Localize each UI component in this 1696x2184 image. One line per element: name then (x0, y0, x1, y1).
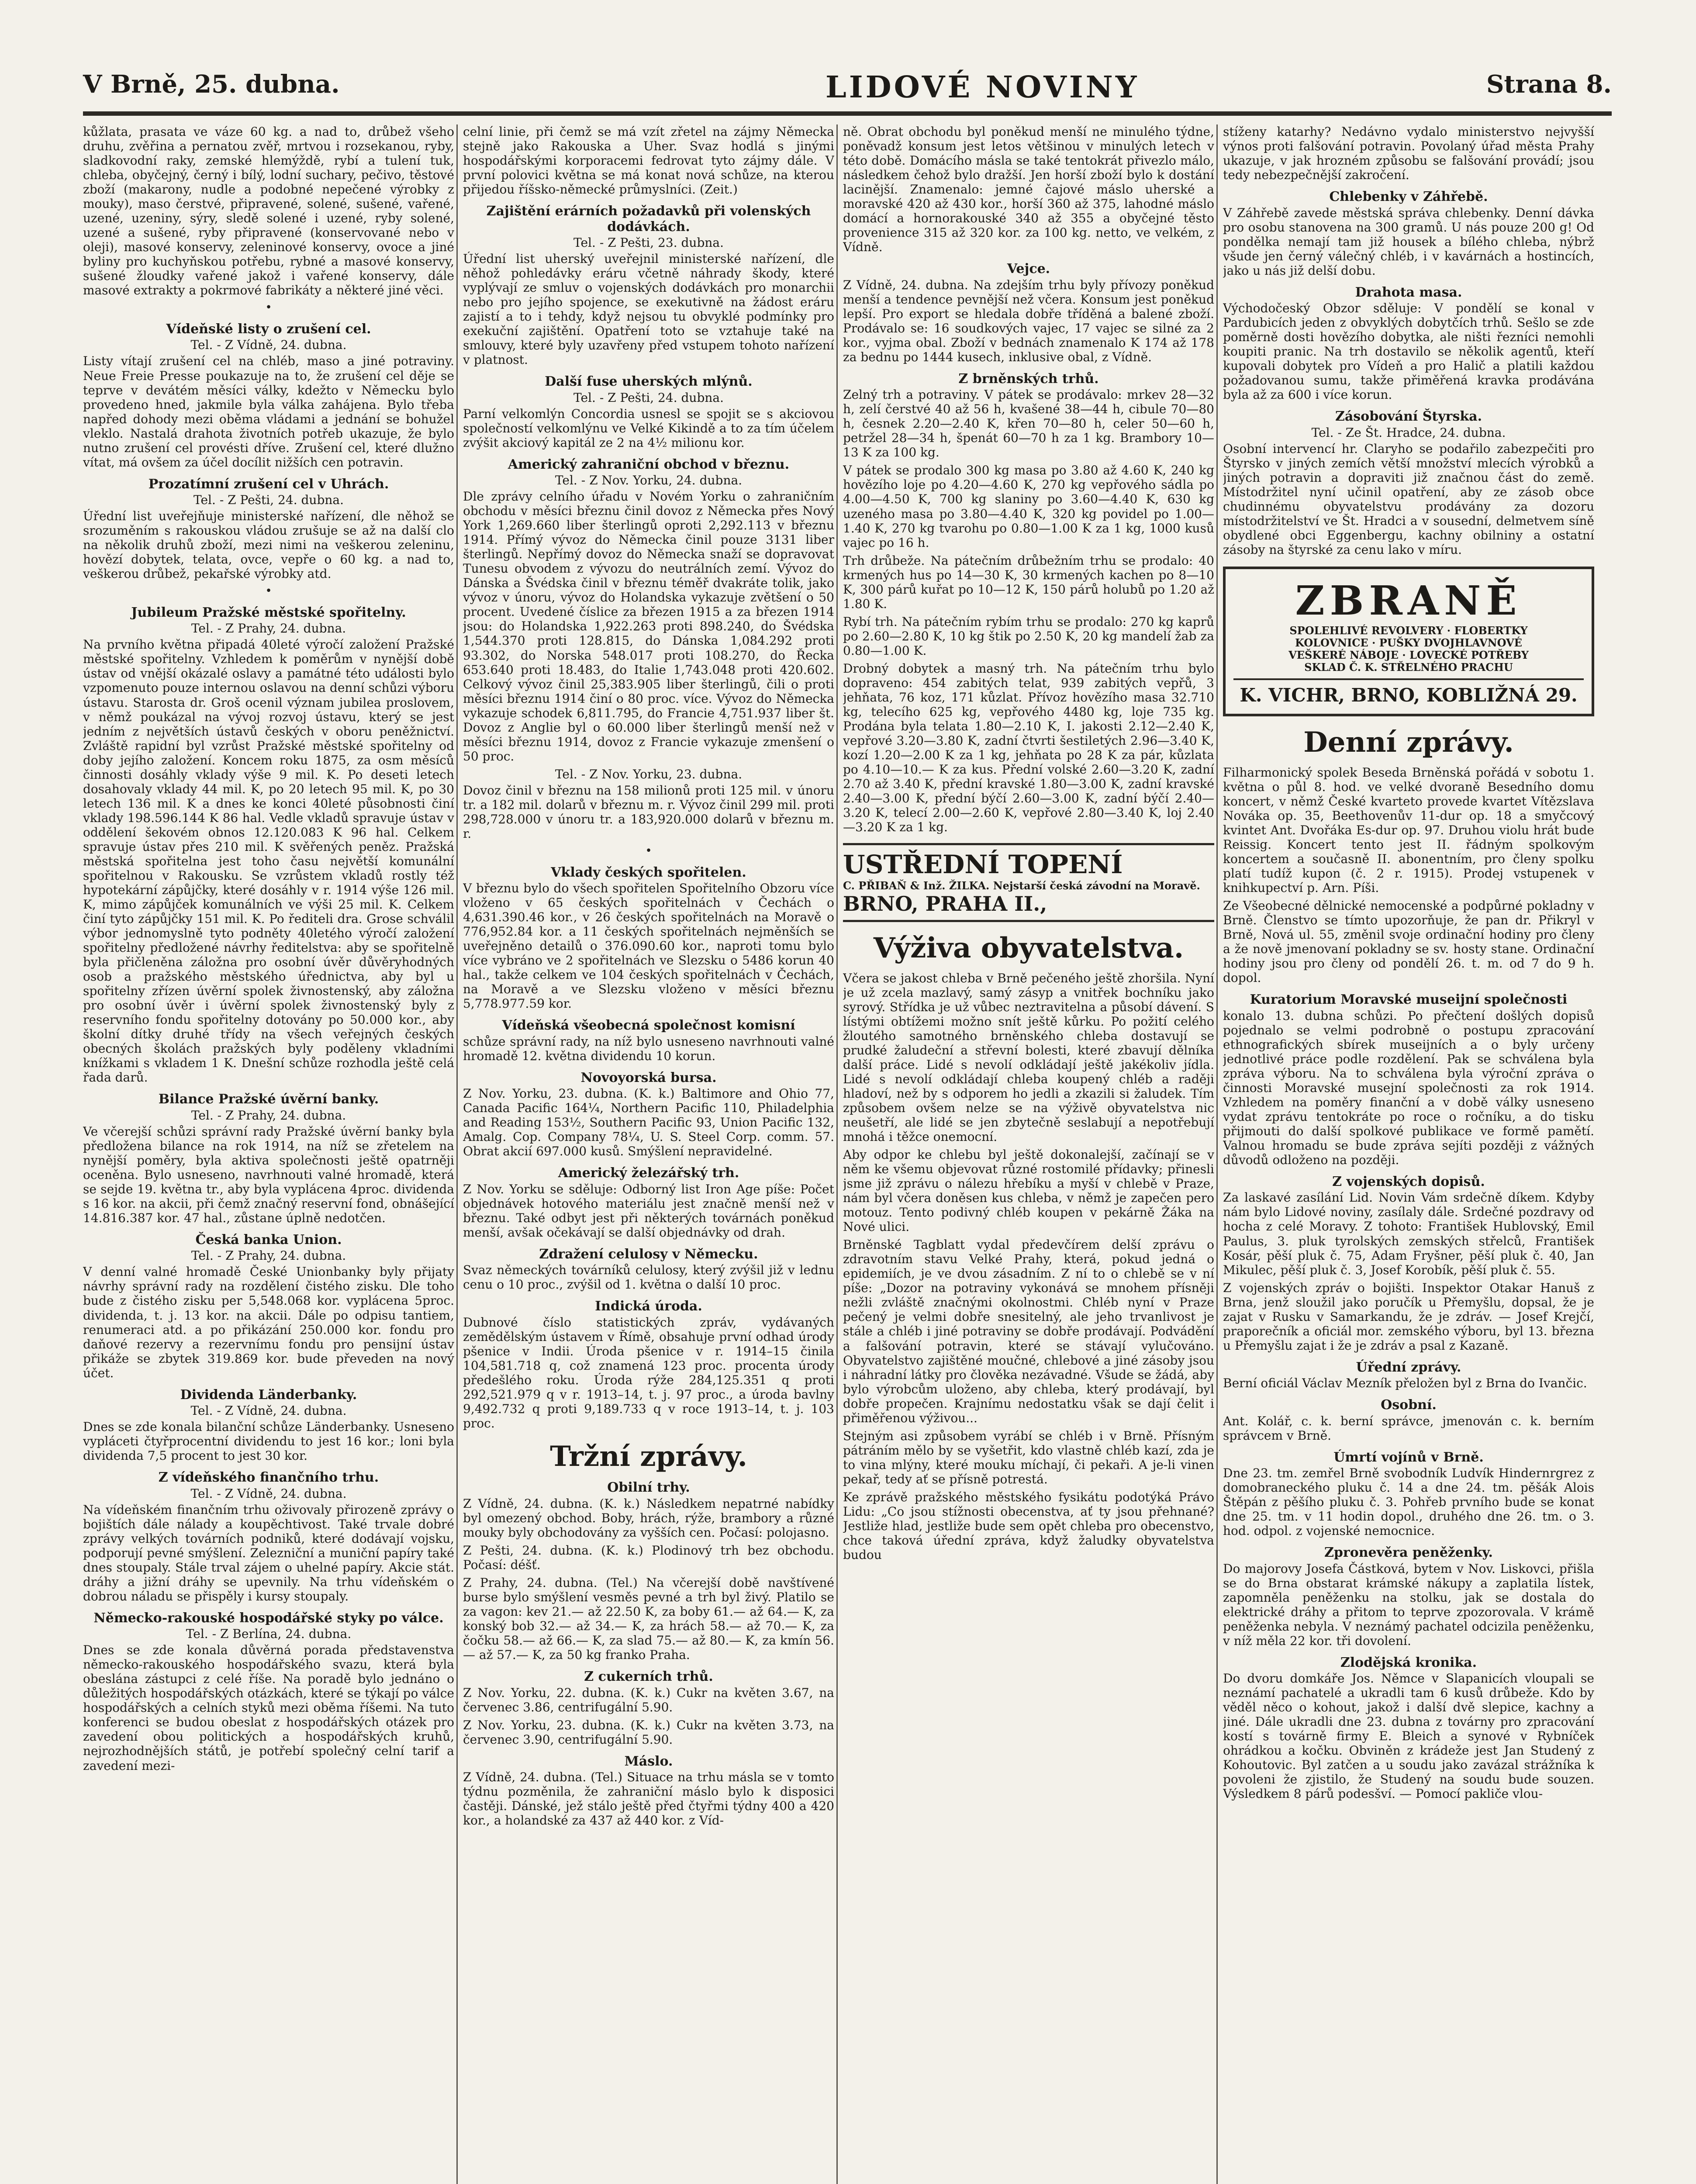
article-paragraph: Parní velkomlýn Concordia usnesl se spojit se s akciovou společností velkomlýnu ve Velké Kikindě a to za tím účelem zvýšit akciový kapitál ze 2 na 4½ milionu kor. (463, 406, 834, 450)
section-separator: • (265, 301, 272, 314)
article-headline: Obilní trhy. (607, 1480, 690, 1496)
section-separator: • (645, 844, 652, 857)
article-paragraph: Z vojenských zpráv o bojišti. Inspektor Otakar Hanuš z Brna, jenž sloužil jako poručík u Přemyšlu, dopsal, že je zajat v Rusku v Samarkandu, že je zdráv. — Josef Krejčí, praporečník a oficiál mor. zemského výboru, byl 13. března u Přemyšlu zajat i že je zdráv a psal z Kazaně. (1223, 1280, 1594, 1353)
article-paragraph: Do dvoru domkáře Jos. Němce v Slapanicích vloupali se neznámí pachatelé a ukradli tam 6 kusů drůbeže. Kdo by věděl něco o kohout, jakož i další dvě slepice, kachny a jiné. Dále ukradli dne 23. dubna z továrny pro zpracování kostí s továrně firmy E. Bleich a synové v Rybníček ohrádkou a kočku. Obviněn z krádeže jest Jan Studený z Kohoutovic. Byl zatčen a u soudu jako zavázal strážníka k povoleni že zjistilo, že Studený na soudu bude souzen. Výsledkem 8 párů podesšví. — Pomocí pakliče vlou- (1223, 1671, 1594, 1801)
column-3 (843, 124, 1214, 2184)
column-2 (463, 124, 834, 2184)
article-headline: Vejce. (1007, 261, 1050, 277)
article-headline: Zajištění erárních požadavků při volenských dodávkách. (486, 204, 811, 235)
column-rule (836, 124, 838, 2184)
article-headline: Jubileum Pražské městské spořitelny. (131, 605, 406, 620)
column-rule (1216, 124, 1218, 2184)
article-paragraph: Trh drůbeže. Na pátečním drůbežním trhu se prodalo: 40 krmených hus po 14—30 K, 30 krmených kachen po 8—10 K, 300 párů kuřat po 10—12 K, 150 párů holubů po 1.20 až 1.80 K. (843, 553, 1214, 611)
article-headline: Chlebenky v Záhřebě. (1329, 189, 1488, 205)
article-paragraph: V Záhřebě zavede městská správa chlebenky. Denní dávka pro osobu stanovena na 300 gramů. U nás pouze 200 g! Od pondělka nemají tam již housek a bílého chleba, nýbrž všude jen černý válečný chléb, i v kavárnách a hostincích, jako u nás již delší dobu. (1223, 205, 1594, 278)
article-headline: Německo-rakouské hospodářské styky po válce. (93, 1610, 444, 1626)
article-paragraph: stíženy katarhy? Nedávno vydalo ministerstvo nejvyšší výnos proti falšování potravin. Povolaný úřad města Prahy ukazuje, v jak hrozném způsobu se falšování provádí; jsou tedy nebezpečnější zakročení. (1223, 124, 1594, 183)
article-paragraph: Dne 23. tm. zemřel Brně svobodník Ludvík Hindernrgrez z domobraneckého pluku č. 14 a dne 24. tm. pěšák Alois Štěpán z pěšího pluku č. 3. Pohřeb prvního bude se konat dne 25. tm. v 11 hodin dopol., druhého dne 26. tm. o 3. hod. odpol. z vojenské nemocnice. (1223, 1466, 1594, 1538)
article-paragraph: Stejným asi způsobem vyrábí se chléb i v Brně. Přísným pátráním mělo by se vyšetřit, kdo vlastně chléb kazí, zda je to vina mlýny, které mouku míchají, či pekaři. A je-li vinen pekař, tedy ať se přísně potrestá. (843, 1428, 1214, 1486)
section-title: Denní zprávy. (1303, 726, 1514, 759)
article-headline: Novoyorská bursa. (580, 1070, 717, 1085)
article-paragraph: Z Vídně, 24. dubna. (Tel.) Situace na trhu másla se v tomto týdnu pozměnila, že zahraniční máslo bylo k disposici častěji. Dánské, jež stálo ještě před čtyřmi týdny 400 a 420 kor., a holandské za 437 až 440 kor. z Víd- (463, 1770, 834, 1828)
article-paragraph: Berní oficiál Václav Mezník přeložen byl z Brna do Ivančic. (1223, 1376, 1587, 1391)
article-headline: Indická úroda. (595, 1299, 702, 1314)
article-headline: Úmrtí vojínů v Brně. (1333, 1449, 1484, 1465)
dateline: Tel. - Z Prahy, 24. dubna. (191, 1248, 346, 1263)
article-headline: Osobní. (1381, 1397, 1437, 1413)
article-paragraph: Z Vídně, 24. dubna. (K. k.) Následkem nepatrné nabídky byl omezený obchod. Boby, hrách, rýže, brambory a různé mouky byly obchodovány za vyšších cen. Počasí: polojasno. (463, 1496, 834, 1540)
article-paragraph: schůze správní rady, na níž bylo usneseno navrhnouti valné hromadě 12. května dividendu 10 korun. (463, 1034, 834, 1063)
article-headline: Bilance Pražské úvěrní banky. (158, 1092, 379, 1107)
article-headline: Máslo. (624, 1753, 673, 1769)
ad-city-left: BRNO, (843, 892, 919, 916)
article-paragraph: konalo 13. dubna schůzi. Po přečtení došlých dopisů pojednalo se velmi podrobně o postupu zpracování ethnografických sbírek museijních a o byly určeny jednotlivé práce podle rozdělení. Pak se schválena byla zpráva výboru. Na to schválena byla výroční zpráva o činnosti Moravské musejní společnosti za rok 1914. Vzhledem na poměry finanční a v době války usneseno vydat zprávu tentokráte po roce o ročníku, a do tisku přijmouti do další spolkové publikace ve formě pamětí. Valnou hromadu se bude zpráva sejíti později z vážných důvodů odloženo na později. (1223, 1008, 1594, 1167)
article-paragraph: Dle zprávy celního úřadu v Novém Yorku o zahraničním obchodu v měsíci březnu činil dovoz z Německa přes Nový York 1,269.660 liber šterlingů oproti 2,292.113 v březnu 1914. Přímý vývoz do Německa činil pouze 3131 liber šterlingů. Nepřímý dovoz do Německa snaží se dopravovat Tunesu obvodem z vývozu do neutrálních zemí. Vývoz do Dánska a Švédska činil v březnu téměř dvakráte tolik, jako vývoz v únoru, vývoz do Holandska vykazuje zvětšení o 50 procent. Uvedené číslice za březen 1915 a za březen 1914 jsou: do Holandska 1,922.263 proti 898.240, do Švédska 1,544.370 proti 128.815, do Dánska 1,084.292 proti 93.302, do Norska 548.017 proti 108.270, do Řecka 653.640 proti 18.483, do Italie 1,743.048 proti 420.602. Celkový vývoz činil 25,383.905 liber šterlingů, čili o proti měsíci březnu 1914 činí o 80 proc. více. Vývoz do Německa vykazuje schodek 6,811.795, do Francie 4,751.937 liber št. Dovoz z Anglie byl o 60.000 liber šterlingů menší než v měsíci březnu 1914, dovoz z Francie vykazuje zmenšení o 50 proc. (463, 489, 834, 764)
article-paragraph: Dubnové číslo statistických zpráv, vydávaných zemědělským ústavem v Římě, obsahuje první odhad úrody pšenice v Indii. Úroda pšenice v r. 1914–15 činila 104,581.718 q, což znamená 123 proc. procenta úrody předešlého roku. Úroda rýže 284,125.351 q proti 292,521.979 q v r. 1913–14, t. j. 97 proc., a úroda bavlny 9,492.732 q proti 9,189.733 q v roce 1913–14, t. j. 103 proc. (463, 1315, 834, 1431)
article-paragraph: Za laskavé zasílání Lid. Novin Vám srdečně díkem. Kdyby nám bylo Lidové noviny, zasílaly dále. Srdečné pozdravy od hocha z celé Moravy. Z tohoto: František Hublovský, Emil Paulus, 3. pluk tyrolských zemských střelců, František Kosár, pěší pluk č. 75, Adam Fryšner, pěší pluk č. 40, Jan Mikulec, pěší pluk č. 3, Josef Korobík, pěší pluk č. 55. (1223, 1190, 1594, 1277)
dateline: Tel. - Z Berlína, 24. dubna. (186, 1627, 352, 1641)
dateline: Tel. - Z Pešti, 24. dubna. (573, 390, 724, 405)
article-paragraph: Osobní intervencí hr. Claryho se podařilo zabezpečiti pro Štyrsko v jiných zemích větší množství mlecích výrobků a jiných potravin a dopraviti již značnou část do země. Místodržitel nyní učinil opatření, aby ze zásob obce chudinnému obyvatelstvu prodávány za dozoru místodržitelství ve Št. Hradci a v sousední, delmetvem síně obydlené obci Eggenbergu, kachny obilniny a ostatní zásoby na štyrské za cenu lako v míru. (1223, 441, 1594, 557)
article-paragraph: kůžlata, prasata ve váze 60 kg. a nad to, drůbež všeho druhu, zvěřina a pernatou zvěř, mrtvou i rozsekanou, ryby, sladkovodní raky, zemské hlemýždě, rybí a tulení tuk, chleba, obyčejný, černý i bílý, lodní suchary, pečivo, těstové zboží (makarony, nudle a podobné nepečené výrobky z mouky), maso čerstvé, připravené, solené, sušené, vařené, uzené, uzeniny, sýry, sledě solené i uzené, ryby solené, uzené a sušené, ryby připravené (konservované nebo v oleji), masové konservy, zeleninové konservy, ovoce a jiné byliny pro kuchyňskou potřebu, rybné a masové konservy, sušené žloudky vařené jakož i vařené konservy, dále masové extrakty a pokrmové fabrikáty a některé jiné věci. (83, 124, 454, 298)
dateline: Tel. - Ze Št. Hradce, 24. dubna. (1311, 425, 1506, 440)
dateline: Tel. - Z Vídně, 24. dubna. (190, 1486, 347, 1501)
column-1 (83, 124, 454, 2184)
article-headline: Drahota masa. (1355, 284, 1462, 300)
ad-line: KOLOVNICE · PUŠKY DVOJHLAVNOVÉ (1295, 636, 1522, 649)
article-headline: Zásobování Štyrska. (1335, 409, 1482, 425)
dateline: Tel. - Z Pešti, 24. dubna. (193, 493, 344, 508)
section-title: Tržní zprávy. (550, 1440, 747, 1473)
article-headline: Úřední zprávy. (1356, 1359, 1461, 1375)
dateline: Tel. - Z Vídně, 24. dubna. (190, 1403, 347, 1418)
article-headline: Z brněnských trhů. (958, 371, 1099, 387)
article-headline: Zlodějská kronika. (1340, 1655, 1477, 1670)
page-header (83, 70, 1612, 127)
article-paragraph: Dnes se zde konala důvěrná porada představenstva německo-rakouského hospodářského svazu, která byla obeslána zástupci z celé říše. Na poradě bylo jednáno o důležitých hospodářských otázkách, které se týkají po válce hospodářských a celních styků mezi oběma říšemi. Na tuto konferenci se budou obeslat z hospodářských otázek pro zavedení obou politických a hospodářských kruhů, nejrozhodnějších států, je potřebí společný celní tarif a zavedení mezi- (83, 1643, 454, 1773)
article-paragraph: Včera se jakost chleba v Brně pečeného ještě zhoršila. Nyní je už zcela mazlavý, samý zásyp a vnitřek bochníku jako syrový. Střídka je už vůbec neztravitelna a působí dávení. S lístými obtížemi možno snít ještě kůrku. Po požití celého žloutého samotného brněnského chleba dostavují se prudké žaludeční a střevní bolesti, které zbavují dělníka další práce. Lidé s nevolí odkládají ještě jakékoliv jídla. Lidé s nevolí odkládají chleba koupený chléb a raději hladoví, než by s odporem ho jedli a zkazili si žaludek. Tím způsobem ovšem nelze se na výživě obyvatelstva nic neušetří, ale lidé se jen zbytečně seslabují a nepotřebují mnohá i těžce onemocní. (843, 971, 1214, 1144)
article-paragraph: Úřední list uherský uveřejnil ministerské nařízení, dle něhož pohledávky eráru včetně náhrady škody, které vyplývají ze smluv o vojenských dodávkách pro monarchii nebo pro jejího spojence, se exekutivně na žádost eráru zajistí a to i tehdy, když nejsou tu obvyklé podmínky pro exekuční zajištění. Opatření toto se vztahuje také na smlouvy, které byly uzavřeny před vstupem tohoto nařízení v platnost. (463, 251, 834, 367)
ad-line: SKLAD Č. K. STŘELNÉHO PRACHU (1304, 661, 1513, 674)
article-paragraph: Z Nov. Yorku, 23. dubna. (K. k.) Cukr na květen 3.73, na červenec 3.90, centrifugální 5.90. (463, 1717, 834, 1747)
article-headline: Vídeňská všeobecná společnost komisní (502, 1018, 795, 1033)
article-paragraph: Ke zprávě pražského městského fysikátu podotýká Právo Lidu: „Co jsou stížnosti obecenstva, ať ty jsou přehnané? Jestliže hlad, jestliže bude sem opět chleba pro obecenstvo, chce taková úřední zpráva, když žaludky obyvatelstva budou (843, 1489, 1214, 1562)
article-headline: Americký zahraniční obchod v březnu. (508, 456, 790, 472)
article-headline: Vklady českých spořitelen. (551, 864, 746, 880)
ad-firm: K. VICHR, BRNO, KOBLIŽNÁ 29. (1233, 678, 1584, 706)
advertisement-topeni (843, 843, 1214, 922)
article-headline: Z cukerních trhů. (584, 1669, 713, 1685)
article-paragraph: Listy vítají zrušení cel na chléb, maso a jiné potraviny. Neue Freie Presse poukazuje na to, že zrušení cel děje se teprve v devátém měsíci války, kdežto v Německu bylo provedeno hned, jakmile byla válka zahájena. Bylo třeba napřed dohody mezi oběma vládami a jednání se bohužel vleklo. Nastalá drahota životních potřeb ukazuje, že bylo nutno zrušení cel provésti dříve. Zrušení cel, které dlužno vítat, má ovšem za účel docílit nižších cen potravin. (83, 354, 454, 470)
article-headline: Z vídeňského finančního trhu. (158, 1470, 379, 1486)
ad-subtitle: C. PŘIBAŇ & Inž. ŽILKA. Nejstarší česká závodní na Moravě. (843, 879, 1200, 892)
article-headline: Dividenda Länderbanky. (180, 1387, 357, 1403)
article-paragraph: Filharmonický spolek Beseda Brněnská pořádá v sobotu 1. května o půl 8. hod. ve velké dvoraně Besedního domu koncert, v němž České kvarteto provede kvartet Vítězslava Nováka op. 35, Beethovenův 11-dur op. 18 a smyčcový kvintet Ant. Dvořáka Es-dur op. 97. Druhou violu hrát bude Reissig. Koncert tento jest II. řádným spolkovým koncertem a současně II. abonentním, pro členy spolku platí tudíž kupon (č. 2 r. 1915). Prodej vstupenek v knihkupectví p. Arn. Píši. (1223, 765, 1594, 895)
article-paragraph: Úřední list uveřejňuje ministerské nařízení, dle něhož se srozuměním s rakouskou vládou zrušuje se až na další clo na několik druhů zboží, mezi nimi na veškerou zeleninu, hovězí dobytek, telata, ovce, vepře o 60 kg. a nad to, veškerou drůbež, pekařské výrobky atd. (83, 509, 454, 581)
article-headline: Další fuse uherských mlýnů. (545, 374, 753, 390)
article-paragraph: Ve včerejší schůzi správní rady Pražské úvěrní banky byla předložena bilance na rok 1914, na níž se zřetelem na nynější poměry, byla aktiva společnosti ještě opatrněji oceněna. Bylo usneseno, navrhnouti valné hromadě, která se sejde 19. května tr., aby byla vyplácena 4proc. dividenda s 16 kor. na akcii, při čemž značný reservní fond, obnášející 14.816.387 kor. 47 hal., zůstane úplně nedotčen. (83, 1124, 454, 1225)
article-paragraph: Svaz německých továrníků celulosy, který zvýšil již v lednu cenu o 10 proc., zvýšil od 1. května o další 10 proc. (463, 1263, 834, 1292)
article-paragraph: Ze Všeobecné dělnické nemocenské a podpůrné pokladny v Brně. Členstvo se tímto upozorňuje, že pan dr. Přikryl v Brně, Nová ul. 55, změnil svoje ordinační hodiny pro členy a že nově jmenovaní pokladny se sv. hosty stane. Ordinační hodiny jsou pro členy od pondělí 26. t. m. od 7 do 9 h. dopol. (1223, 898, 1594, 985)
article-headline: Z vojenských dopisů. (1332, 1174, 1485, 1190)
article-paragraph: V denní valné hromadě České Unionbanky byly přijaty návrhy správní rady na rozdělení čistého zisku. Dle toho bude z čistého zisku per 5,548.068 kor. vyplácena 5proc. dividenda, t. j. 13 kor. na akcii. Dále po odpisu tantiem, renumeraci atd. a po přikázání 250.000 kor. fondu pro daňové rezervy a rezervnímu fondu pro pensijní ústav přikáže se zbytek 319.869 kor. bude převeden na nový účet. (83, 1265, 454, 1380)
section-title: Výživa obyvatelstva. (873, 932, 1184, 965)
article-paragraph: Na prvního května připadá 40leté výročí založení Pražské městské spořitelny. Vzhledem k poměrům v nynější době ústav od vnější okázalé oslavy a památné této události bylo vzpomenuto pouze internou oslavou na denní schůzi výboru ústavu. Starosta dr. Groš ocenil význam jubilea proslovem, v němž poukázal na vývoj rozvoj ústavu, který se jest jedním z největších ústavů českých v oboru peněžnictví. Zvláště rapidní byl vzrůst Pražské městské spořitelny od doby jejího založení. Koncem roku 1875, za osm měsíců činnosti dosáhly vklady výše 9 mil. K. Po deseti letech dosahovaly vklady 44 mil. K, po 20 letech 95 mil. K, po 30 letech 136 mil. K a dnes ke konci 40leté působnosti činí vklady 198.596.144 K 86 hal. Vedle vkladů spravuje ústav v oddělení šekovém obnos 12.120.083 K 96 hal. Celkem spravuje ústav přes 210 mil. K svěřených peněz. Pražská městská spořitelna jest toho času největší komunální spořitelnou v Rakousku. Se vzrůstem vkladů rostly též hypotekární zápůjčky, které dosáhly v r. 1914 výše 126 mil. K, mimo zápůjček komunálních ve výši 25 mil. K. Celkem činí tyto zápůjčky 151 mil. K. Po řediteli dra. Grose schválil výbor jednomyslně tyto podněty 40letého výročí založení spořitelny předložené návrhy ředitelstva: aby se spořitelně byla přičleněna záložna pro osobní úvěr důvěryhodných osob a pražského městského úřednictva, aby byl u spořitelny zřízen úvěrní spolek živnostenský, aby záložna pro osobní úvěr i úvěrní spolek živnostenský byly z reservního fondu spořitelny dotovány po 50.000 kor., aby školní dítky druhé třídy na všech veřejných českých obecných školách pražských byly poděleny vkladními knížkami s vkladem 1 K. Dnešní schůze rozhodla ještě celá řada darů. (83, 637, 454, 1085)
article-paragraph: Z Pešti, 24. dubna. (K. k.) Plodinový trh bez obchodu. Počasí: déšť. (463, 1543, 834, 1572)
advertisement-zbrane (1223, 567, 1594, 716)
article-paragraph: Dnes se zde konala bilanční schůze Länderbanky. Usneseno vypláceti čtyřprocentní dividendu to jest 16 kor.; loni byla dividenda 7,5 procent to jest 30 kor. (83, 1420, 454, 1463)
article-paragraph: Drobný dobytek a masný trh. Na pátečním trhu bylo dopraveno: 454 zabitých telat, 939 zabitých vepřů, 3 jehňata, 76 koz, 171 kůzlat. Přívoz hovězího masa 32.710 kg, telecího 625 kg, vepřového 4480 kg, loje 735 kg. Prodána byla telata 1.80—2.10 K, I. jakosti 2.12—2.40 K, vepřové 3.20—3.80 K, zadní čtvrti šestiletých 2.96—3.40 K, kozí 1.20—2.00 K za 1 kg, jehňata po 28 K za pár, kůzlata po 4.10—10.— K za kus. Přední volské 2.60—3.20 K, zadní 2.70 až 3.40 K, přední kravské 1.80—3.00 K, zadní kravské 2.40—3.00 K, přední býčí 2.60—3.00 K, zadní býčí 2.40—3.20 K, telecí 2.00—2.60 K, vepřové 2.80—3.40 K, loj 2.40—3.20 K za 1 kg. (843, 661, 1214, 835)
article-headline: Prozatímní zrušení cel v Uhrách. (148, 476, 389, 492)
article-paragraph: Zelný trh a potraviny. V pátek se prodávalo: mrkev 28—32 h, zelí čerstvé 40 až 56 h, kvašené 38—44 h, cibule 70—80 h, česnek 2.20—2.40 K, křen 70—80 h, celer 50—60 h, petržel 28—34 h, špenát 60—70 h za 1 kg. Brambory 10—13 K za 100 kg. (843, 387, 1214, 460)
article-paragraph: ně. Obrat obchodu byl poněkud menší ne minulého týdne, poněvadž konsum jest letos většinou v minulých letech v této době. Domácího másla se také tentokrát přivezlo málo, následkem čehož bylo dražší. Jen horší zboží bylo k dostání lacinější. Znamenalo: jemné čajové máslo uherské a moravské 420 až 430 kor., horší 360 až 375, lahodné máslo domácí a hornorakouské 340 až 355 a obyčejné těsto provenience 315 až 320 kor. za 100 kg. netto, ve velkém, z Vídně. (843, 124, 1214, 255)
article-paragraph: celní linie, při čemž se má vzít zřetel na zájmy Německa stejně jako Rakouska a Uher. Svaz hodlá s jinými hospodářskými korporacemi fedrovat tyto zájmy dále. V první polovici května se má konat nová schůze, na kterou přijedou říšsko-německé průmyslníci. (Zeit.) (463, 124, 834, 197)
article-headline: Americký železářský trh. (558, 1165, 739, 1181)
ad-title: ZBRANĚ (1295, 577, 1522, 624)
header-rule (83, 111, 1612, 116)
dateline: Tel. - Z Vídně, 24. dubna. (190, 338, 347, 352)
article-paragraph: Východočeský Obzor sděluje: V pondělí se konal v Pardubicích jeden z obvyklých dobytčích trhů. Sešlo se zde poměrně dosti hovězího dobytka, ale ništi řezníci nemohli koupiti pranic. Na trh dostavilo se několik agentů, kteří kupovali dobytek pro Vídeň a pro Halič a platili každou požadovanou sumu, takže přiměřená kravka prodávána byla až za 600 i více korun. (1223, 301, 1594, 402)
header-date: V Brně, 25. dubna. (83, 70, 340, 99)
ad-cities (843, 892, 1214, 916)
article-paragraph: Z Vídně, 24. dubna. Na zdejším trhu byly přívozy poněkud menší a tendence pevnější než včera. Konsum jest poněkud lepší. Pro export se hledala dobře tříděná a balené zboží. Prodávalo se: 16 soudkových vajec, 17 vajec se silné za 2 kor., vyjma obal. Zboží v bednách znamenalo K 174 až 178 za bednu po 1444 kusech, inklusive obal, z Vídně. (843, 277, 1214, 364)
article-headline: Vídeňské listy o zrušení cel. (166, 321, 371, 337)
ad-title: USTŘEDNÍ TOPENÍ (843, 850, 1123, 880)
dateline: Tel. - Z Pešti, 23. dubna. (573, 235, 724, 250)
ad-city-right: PRAHA II., (925, 892, 1047, 916)
article-headline: Zdražení celulosy v Německu. (539, 1246, 758, 1262)
ad-line: VEŠKERÉ NÁBOJE · LOVECKÉ POTŘEBY (1288, 649, 1529, 662)
article-headline: Kuratorium Moravské museijní společnosti (1250, 992, 1568, 1008)
masthead-title: LIDOVÉ NOVINY (826, 70, 1140, 105)
dateline: Tel. - Z Nov. Yorku, 24. dubna. (555, 473, 743, 488)
article-paragraph: Z Prahy, 24. dubna. (Tel.) Na včerejší době navštívené burse bylo smýšlení vesměs pevné a trh byl živý. Platilo se za vagon: kev 21.— až 22.50 K, za boby 61.— až 64.— K, za konský bob 32.— až 34.— K, za hrách 58.— až 70.— K, za čočku 58.— až 66.— K, za slad 75.— až 80.— K, za kmín 56.— až 57.— K, za 50 kg franko Praha. (463, 1575, 834, 1662)
article-headline: Česká banka Union. (195, 1232, 342, 1248)
article-paragraph: Aby odpor ke chlebu byl ještě dokonalejší, začínají se v něm ke všemu objevovat různé rostomilé přídavky; přinesli jsme již zprávu o nálezu hřebíku a myší v chlebě v Praze, nám byl včera doněsen kus chleba, v němž je zapečen pero motouz. Tento podivný chléb koupen v pekárně Žáka na Nové ulici. (843, 1147, 1214, 1234)
dateline: Tel. - Z Nov. Yorku, 23. dubna. (555, 767, 743, 781)
section-separator: • (265, 584, 272, 598)
article-headline: Zpronevěra peněženky. (1324, 1545, 1493, 1561)
column-rule (456, 124, 458, 2184)
article-paragraph: Do majorovy Josefa Částková, bytem v Nov. Liskovci, přišla se do Brna obstarat krámské nákupy a zaplatila lístek, zapomněla peněženku na stolku, jak se dostala do elektrické dráhy a přitom to teprve zpozorovala. V krámě peněženka nebyla. V neznámý pachatel odcizila peněženku, v níž měla 22 kor. tři dovolení. (1223, 1561, 1594, 1648)
article-paragraph: V pátek se prodalo 300 kg masa po 3.80 až 4.60 K, 240 kg hovězího loje po 4.20—4.60 K, 270 kg vepřového sádla po 4.00—4.50 K, 700 kg slaniny po 3.60—4.40 K, 630 kg uzeného masa po 3.80—4.40 K, 320 kg povidel po 1.00—1.40 K, 270 kg tvarohu po 0.80—1.00 K za 1 kg, 1000 kusů vajec po 16 h. (843, 463, 1214, 550)
column-4 (1223, 124, 1594, 2184)
article-paragraph: Z Nov. Yorku, 22. dubna. (K. k.) Cukr na květen 3.67, na červenec 3.86, centrifugální 5.90. (463, 1685, 834, 1714)
page-number: Strana 8. (1486, 70, 1612, 99)
article-paragraph: Na vídeňském finančním trhu oživovaly přirozeně zprávy o bojištích dále nálady a koupěchtivost. Také trvale dobré zprávy velkých továrních podniků, které dodávají vojsku, podporují pevné smýšlení. Zelezniční a muniční papíry také dnes stoupaly. Stále trval zájem o uhelné papíry. Akcie stát. dráhy a jižní dráhy se upevnily. Na trhu vídeňském o dobrou náladu se přispěly i kursy stoupaly. (83, 1502, 454, 1603)
dateline: Tel. - Z Prahy, 24. dubna. (191, 1108, 346, 1123)
article-paragraph: Z Nov. Yorku, 23. dubna. (K. k.) Baltimore and Ohio 77, Canada Pacific 164¼, Northern Pacific 110, Philadelphia and Reading 153½, Southern Pacific 93, Union Pacific 132, Amalg. Cop. Company 78¼, U. S. Steel Corp. comm. 57. Obrat akcií 697.000 kusů. Smýšlení nepravidelné. (463, 1086, 834, 1159)
article-paragraph: V březnu bylo do všech spořitelen Spořitelního Obzoru více vloženo v 65 českých spořitelnách v Čechách o 4,631.390.46 kor., v 26 českých spořitelnách na Moravě o 776,952.84 kor. a 11 českých spořitelnách nejměnších se uveřejněno detailů o 376.090.60 kor., naproti tomu bylo více vybráno ve 2 spořitelnách ve Slezsku o 5486 korun 40 hal., takže celkem ve 104 českých spořitelnách v Čechách, na Moravě a ve Slezsku vloženo v měsíci březnu 5,778.977.59 kor. (463, 881, 834, 1011)
article-paragraph: Ant. Kolář, c. k. berní správce, jmenován c. k. berním správcem v Brně. (1223, 1413, 1594, 1443)
article-paragraph: Dovoz činil v březnu na 158 milionů proti 125 mil. v únoru tr. a 182 mil. dolarů v březnu m. r. Vývoz činil 299 mil. proti 298,728.000 v únoru tr. a 183,920.000 dolarů v březnu m. r. (463, 783, 834, 841)
article-paragraph: Z Nov. Yorku se sděluje: Odborný list Iron Age píše: Počet objednávek hotového materiálu jest značně menší než v březnu. Také odbyt jest při některých továrnách poněkud menší, avšak očekávají se další objednávky od drah. (463, 1182, 834, 1240)
dateline: Tel. - Z Prahy, 24. dubna. (191, 621, 346, 636)
article-paragraph: Brněnské Tagblatt vydal předevčírem delší zprávu o zdravotním stavu Velké Prahy, která, pokud jedná o epidemiích, je ve dvou zásadním. Z ní to o chlebě se v ní píše: „Dozor na potraviny vykonává se mnohem přísněji nežli zvláště značnými okolnostmi. Chléb nyní v Praze pečený je velmi dobře snesitelný, ale jeho trvanlivost je stále a chléb i jiné potraviny se dobře prodávají. Podvádění a falšování potravin, které se stávají vylučováno. Obyvatelstvo zajištěné moučné, chlebové a jiné zásoby jsou i náhradní látky pro člověka nezávadné. Všude se žádá, aby bylo výrobcům uloženo, aby chleba, který prodávají, byl dobře propečen. Krajnímu nedostatku však se dají čelit i přiměřenou výživou... (843, 1237, 1214, 1425)
ad-line: SPOLEHLIVÉ REVOLVERY · FLOBERTKY (1289, 624, 1528, 637)
article-paragraph: Rybí trh. Na pátečním rybím trhu se prodalo: 270 kg kaprů po 2.60—2.80 K, 10 kg štik po 2.50 K, 20 kg mandelí žab za 0.80—1.00 K. (843, 614, 1214, 658)
